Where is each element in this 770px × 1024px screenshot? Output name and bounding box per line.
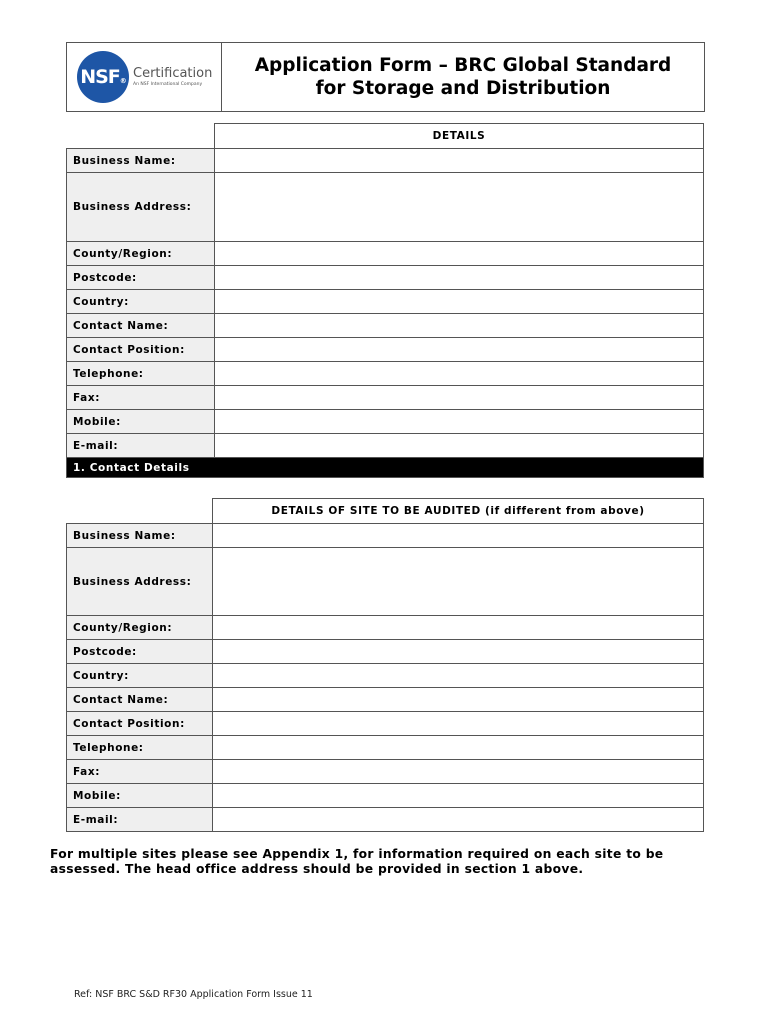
- site-country-label: Country:: [67, 664, 213, 688]
- contact-name-field[interactable]: [215, 314, 704, 338]
- site-email-label: E-mail:: [67, 808, 213, 832]
- site-contact-name-field[interactable]: [213, 688, 704, 712]
- telephone-label: Telephone:: [67, 362, 215, 386]
- county-region-field[interactable]: [215, 242, 704, 266]
- site-audit-heading: DETAILS OF SITE TO BE AUDITED (if different from above): [213, 499, 704, 524]
- email-field[interactable]: [215, 434, 704, 458]
- site-mobile-field[interactable]: [213, 784, 704, 808]
- business-name-field[interactable]: [215, 149, 704, 173]
- telephone-field[interactable]: [215, 362, 704, 386]
- form-title: Application Form – BRC Global Standard for Storage and Distribution: [254, 55, 672, 99]
- nsf-logo: [67, 43, 222, 111]
- multiple-sites-note: For multiple sites please see Appendix 1, for information required on each site to be assessed. The head office address should be provided in section 1 above.: [50, 847, 664, 876]
- form-header: [66, 42, 705, 112]
- business-address-field[interactable]: [215, 173, 704, 242]
- site-county-region-field[interactable]: [213, 616, 704, 640]
- site-contact-position-field[interactable]: [213, 712, 704, 736]
- contact-position-field[interactable]: [215, 338, 704, 362]
- mobile-label: Mobile:: [67, 410, 215, 434]
- fax-field[interactable]: [215, 386, 704, 410]
- site-contact-name-label: Contact Name:: [67, 688, 213, 712]
- nsf-logo-mark: NSF ®: [77, 51, 129, 103]
- site-business-address-label: Business Address:: [67, 548, 213, 616]
- business-name-label: Business Name:: [67, 149, 215, 173]
- site-email-field[interactable]: [213, 808, 704, 832]
- contact-name-label: Contact Name:: [67, 314, 215, 338]
- fax-label: Fax:: [67, 386, 215, 410]
- details-heading: DETAILS: [215, 124, 704, 149]
- document-reference-footer: Ref: NSF BRC S&D RF30 Application Form Issue 11: [74, 989, 313, 1000]
- site-fax-label: Fax:: [67, 760, 213, 784]
- contact-position-label: Contact Position:: [67, 338, 215, 362]
- country-label: Country:: [67, 290, 215, 314]
- site-postcode-field[interactable]: [213, 640, 704, 664]
- site-business-address-field[interactable]: [213, 548, 704, 616]
- site-postcode-label: Postcode:: [67, 640, 213, 664]
- site-contact-position-label: Contact Position:: [67, 712, 213, 736]
- site-mobile-label: Mobile:: [67, 784, 213, 808]
- postcode-field[interactable]: [215, 266, 704, 290]
- logo-certification-text: Certification: [133, 65, 213, 81]
- logo-subtitle-text: An NSF International Company: [133, 81, 203, 87]
- site-county-region-label: County/Region:: [67, 616, 213, 640]
- site-business-name-field[interactable]: [213, 524, 704, 548]
- site-business-name-label: Business Name:: [67, 524, 213, 548]
- country-field[interactable]: [215, 290, 704, 314]
- postcode-label: Postcode:: [67, 266, 215, 290]
- site-fax-field[interactable]: [213, 760, 704, 784]
- site-telephone-label: Telephone:: [67, 736, 213, 760]
- email-label: E-mail:: [67, 434, 215, 458]
- site-telephone-field[interactable]: [213, 736, 704, 760]
- business-address-label: Business Address:: [67, 173, 215, 242]
- title-cell: [222, 43, 704, 111]
- contact-details-section-bar: 1. Contact Details: [67, 458, 704, 478]
- site-country-field[interactable]: [213, 664, 704, 688]
- mobile-field[interactable]: [215, 410, 704, 434]
- site-audit-table: [66, 498, 704, 832]
- county-region-label: County/Region:: [67, 242, 215, 266]
- contact-details-table: [66, 123, 704, 478]
